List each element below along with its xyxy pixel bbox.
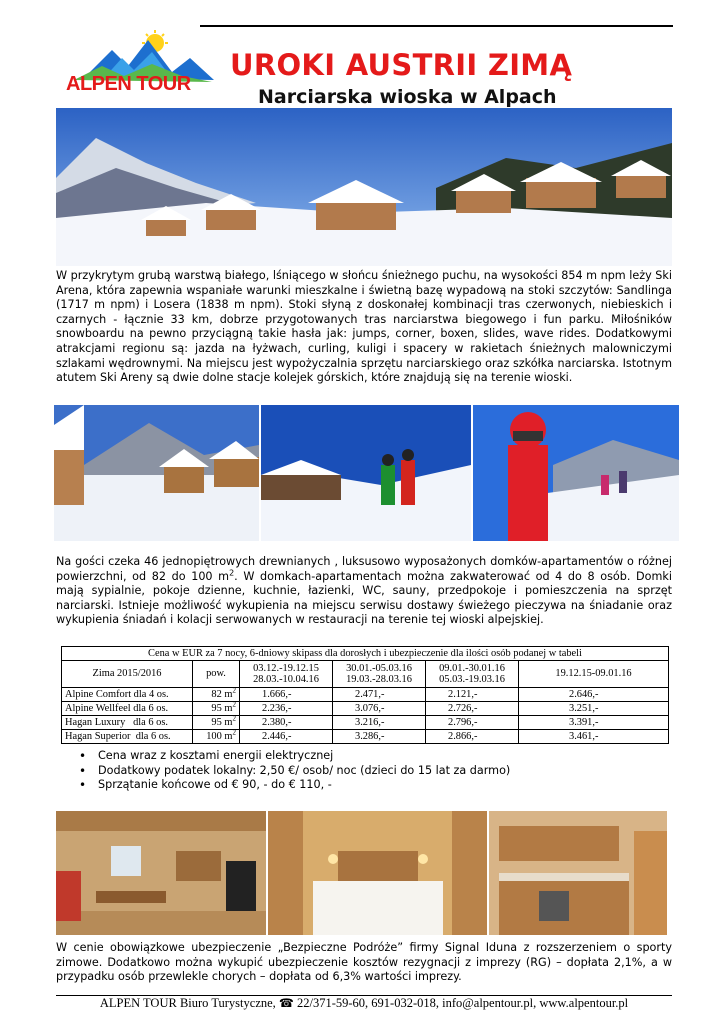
- logo-text: ALPEN TOUR: [66, 73, 191, 95]
- kitchen-photo: [489, 811, 667, 935]
- accommodation-paragraph: Na gości czeka 46 jednopiętrowych drewnianych , luksusowo wyposażonych domków-apartamentów o różnej powierzchni, od 82 do 100 $m^2$. W domkach-apartamentach można zakwaterować od 4 do 8 osób. Domki mają sypialnie, pokoje dzienne, kuchnie, łazienki, WC, sauny, przedpokoje i pomieszczenia na sprzęt narciarski. Istnieje możliwość wykupienia na miejscu serwisu dostawy świeżego pieczywa na śniadanie oraz wykupienia śniadań i kolacji serwowanych w restauracji na terenie tej wioski alpejskiej.: [56, 555, 672, 627]
- intro-paragraph: W przykrytym grubą warstwą białego, lśniącego w słońcu śnieżnego puchu, na wysokości 854 m npm leży Ski Arena, która zapewnia wspaniałe warunki mieszkalne i świetną bazę wypadową na stoki szczytów: Sandlinga (1717 m npm) i Losera (1838 m npm). Stoki słyną z doskonałej kombinacji tras czerwonych, niebieskich i czarnych - łącznie 33 km, dobrze przygotowanych tras narciarstwa biegowego i fun parku. Miłośników snowboardu na pewno przyciągną takie hasła jak: jumps, corner, boxen, slides, wave rides. Dodatkowymi atrakcjami regionu są: jazda na łyżwach, curling, kuligi i spacery w rakietach śnieżnych malowniczymi szlakami wędrownymi. Na miejscu jest wypożyczalnia sprzętu narciarskiego oraz szkółka narciarska. Istotnym atutem Ski Areny są dwie dolne stacje kolejek górskich, które znajdują się na terenie wioski.: [56, 269, 672, 385]
- alpen-tour-logo: [62, 30, 217, 100]
- list-item: • Sprzątanie końcowe od € 90, - do € 110, -: [88, 778, 510, 793]
- price-table: [61, 646, 669, 744]
- panorama-photo: [56, 108, 672, 266]
- list-item: • Cena wraz z kosztami energii elektrycznej: [88, 749, 510, 764]
- price-notes-list: [88, 749, 510, 793]
- page-subtitle: Narciarska wioska w Alpach: [258, 86, 557, 108]
- footer-contact[interactable]: 22/371-59-60, 691-032-018, info@alpentour.pl, www.alpentour.pl: [297, 996, 629, 1010]
- footer: [56, 996, 672, 1011]
- bedroom-photo: [268, 811, 487, 935]
- footer-company: ALPEN TOUR Biuro Turystyczne,: [99, 996, 276, 1010]
- child-skier-photo: [473, 405, 679, 541]
- table-row: Hagan Superior dla 6 os. 100 $m^2$ 2.446,- 3.286,- 2.866,- 3.461,-: [62, 730, 669, 744]
- list-item: • Dodatkowy podatek lokalny: 2,50 €/ osob/ noc (dzieci do 15 lat za darmo): [88, 764, 510, 779]
- page-title: UROKI AUSTRII ZIMĄ: [230, 48, 573, 82]
- insurance-paragraph: W cenie obowiązkowe ubezpieczenie „Bezpieczne Podróże” firmy Signal Iduna z rozszerzeniem o sporty zimowe. Dodatkowo można wykupić ubezpieczenie kosztów rezygnacji z imprezy (RG) – dopłata 2,1%, a w przypadku osób przewlekle chorych – dopłata od 6,3% wartości imprezy.: [56, 941, 672, 984]
- phone-icon: ☎: [278, 996, 294, 1010]
- table-row: Alpine Wellfeel dla 6 os. 95 $m^2$ 2.236,- 3.076,- 2.726,- 3.251,-: [62, 702, 669, 716]
- chalets-photo: [54, 405, 259, 541]
- table-period-header: 03.12.-19.12.15 28.03.-10.04.16: [240, 661, 333, 688]
- table-season-header: Zima 2015/2016: [62, 661, 193, 688]
- table-caption: Cena w EUR za 7 nocy, 6-dniowy skipass dla dorosłych i ubezpieczenie dla ilości osób podanej w tabeli: [62, 647, 669, 661]
- table-row: Alpine Comfort dla 4 os. 82 $m^2$ 1.666,- 2.471,- 2.121,- 2.646,-: [62, 688, 669, 702]
- table-period-header: 09.01.-30.01.16 05.03.-19.03.16: [426, 661, 519, 688]
- table-period-header: 19.12.15-09.01.16: [519, 661, 669, 688]
- table-row: Hagan Luxury dla 6 os. 95 $m^2$ 2.380,- 3.216,- 2.796,- 3.391,-: [62, 716, 669, 730]
- header-rule: [200, 25, 673, 27]
- living-room-photo: [56, 811, 266, 935]
- table-area-header: pow.: [193, 661, 240, 688]
- table-period-header: 30.01.-05.03.16 19.03.-28.03.16: [333, 661, 426, 688]
- skiers-photo: [261, 405, 471, 541]
